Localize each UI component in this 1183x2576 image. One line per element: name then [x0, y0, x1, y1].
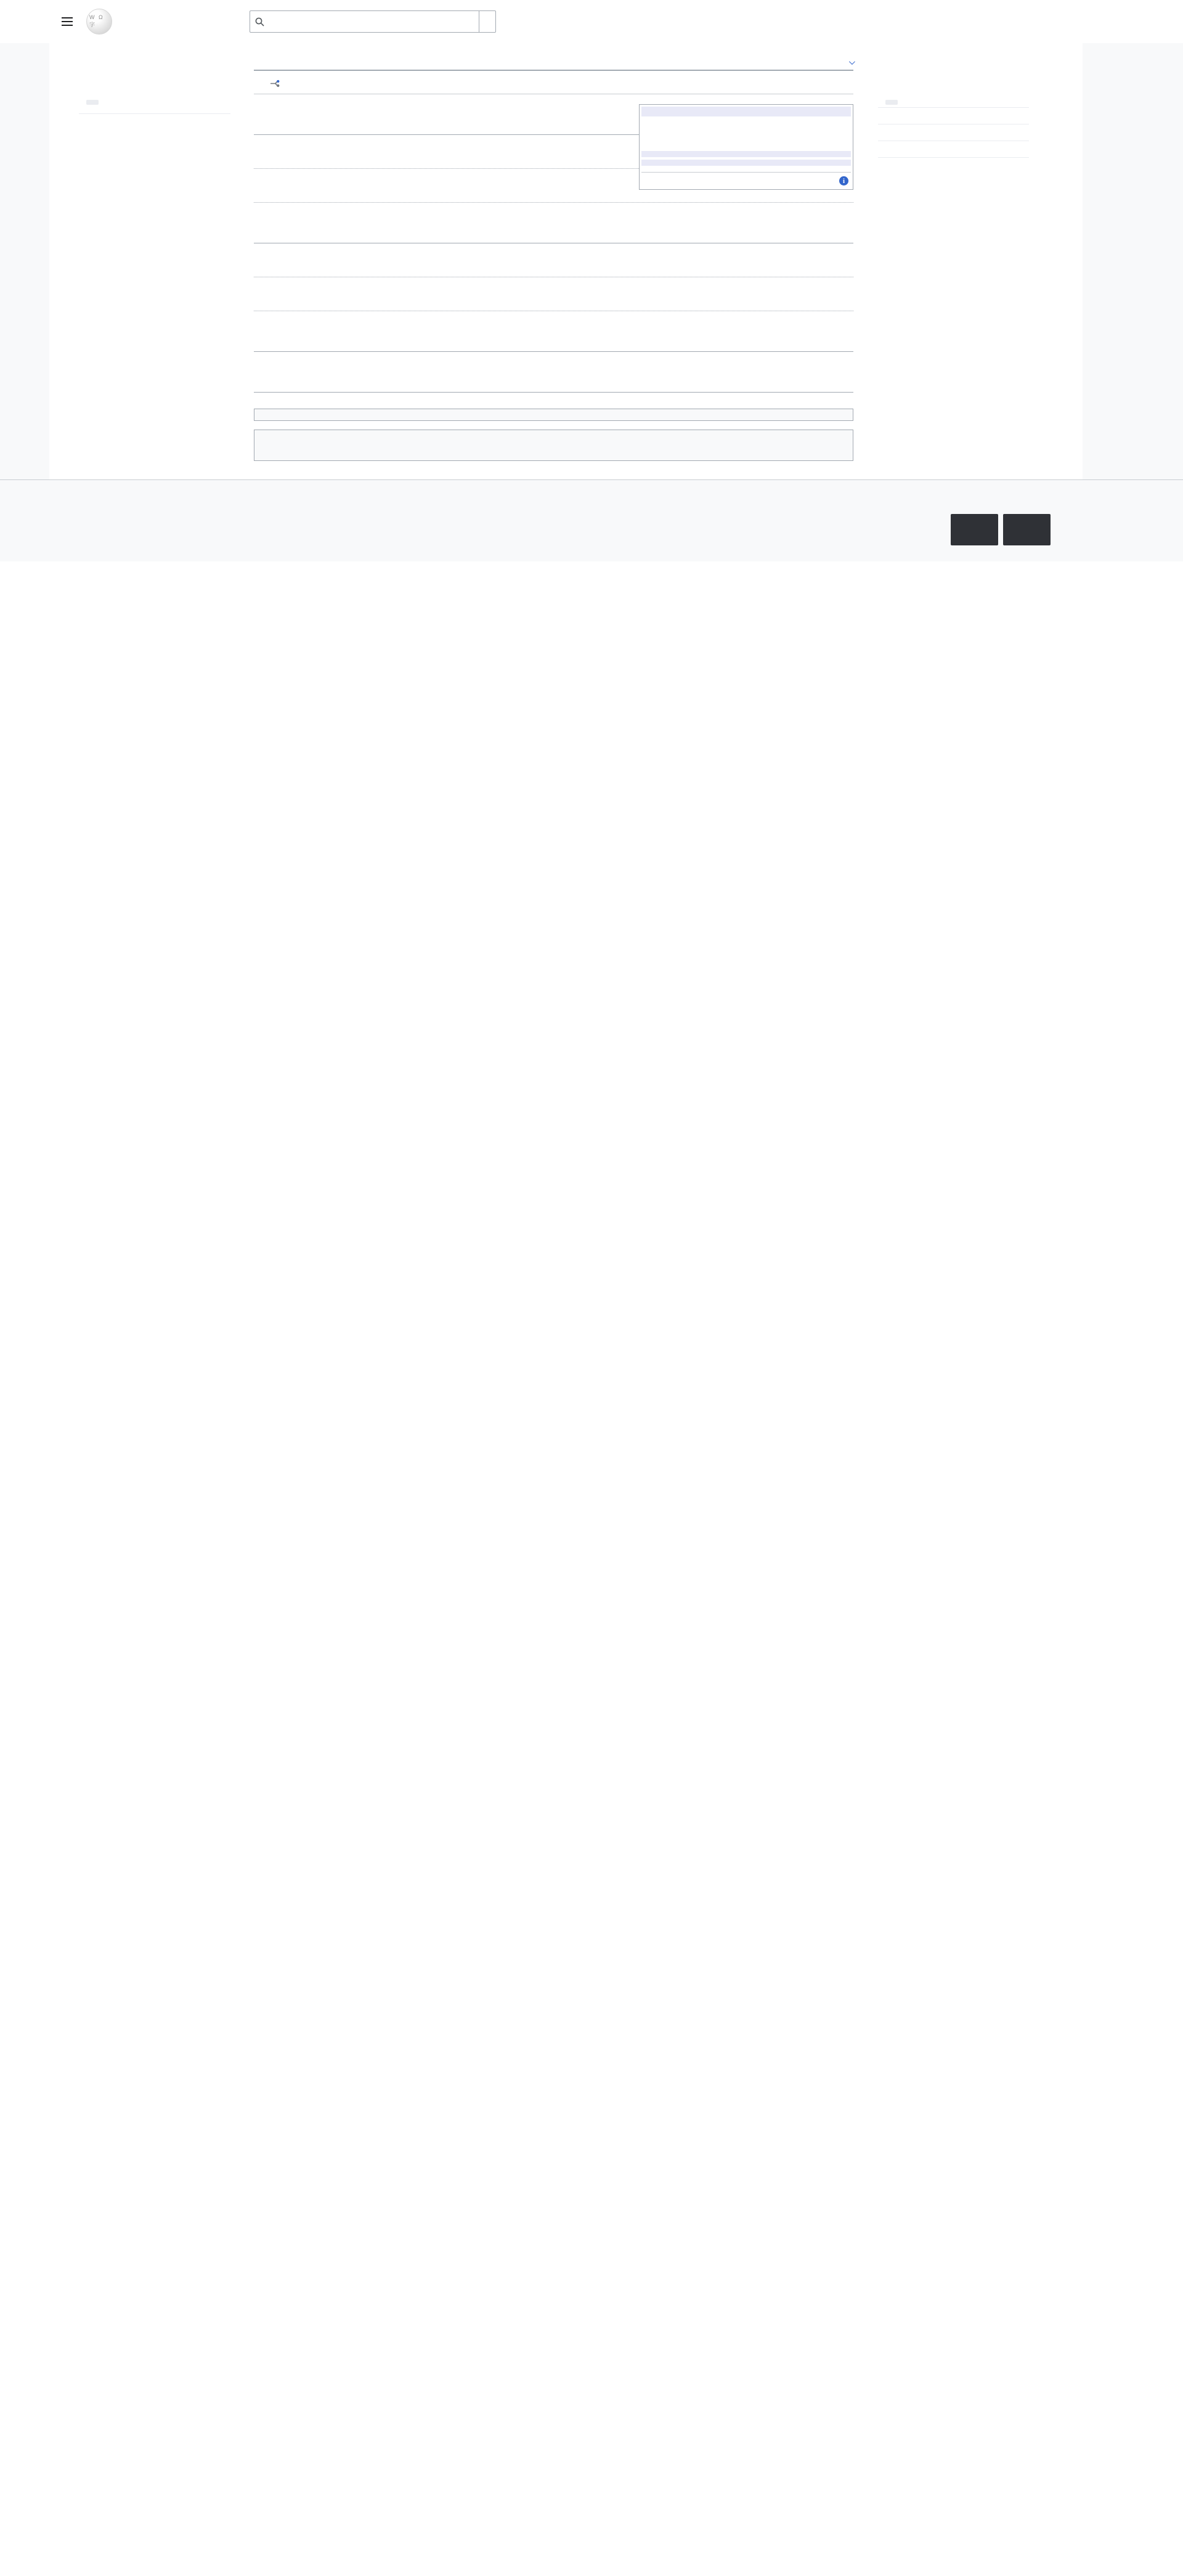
infobox: [639, 104, 853, 190]
search-input[interactable]: [269, 16, 474, 27]
width-group: [878, 136, 1029, 141]
info-icon[interactable]: i: [839, 176, 848, 185]
appearance-hide-button[interactable]: [885, 100, 898, 105]
heading-notes-references: [254, 332, 853, 352]
infobox-section-biographie: [641, 151, 851, 157]
text-size-group: [878, 119, 1029, 124]
search-button[interactable]: [479, 10, 496, 33]
toc-list: [79, 113, 230, 114]
categories-box: [254, 430, 853, 461]
hatnote: [270, 79, 853, 88]
infobox-title: [641, 107, 851, 116]
heading-theatre: [254, 295, 853, 311]
search-icon: [255, 17, 264, 26]
page-footer: [0, 479, 1183, 561]
appearance-panel: [860, 43, 1035, 160]
mediawiki-logo[interactable]: [1003, 514, 1051, 545]
heading-liens-externes: [254, 373, 853, 393]
portals-bar: [254, 409, 853, 421]
article-tabs: [254, 70, 853, 71]
heading-filmographie: [254, 224, 853, 243]
color-group: [878, 152, 1029, 158]
infobox-section-autres: [641, 160, 851, 166]
table-of-contents: [49, 43, 246, 114]
article: [246, 43, 860, 479]
hamburger-menu-icon[interactable]: [62, 17, 73, 26]
wikipedia-globe-icon: [86, 9, 112, 35]
add-languages-button[interactable]: [842, 60, 853, 68]
disambiguation-icon: [270, 79, 280, 88]
heading-television: [254, 261, 853, 277]
top-bar: [0, 0, 1183, 43]
toc-hide-button[interactable]: [86, 100, 99, 105]
wikipedia-logo[interactable]: [86, 9, 117, 35]
wikimedia-foundation-logo[interactable]: [951, 514, 998, 545]
chevron-down-icon: [849, 59, 855, 65]
infobox-image-placeholder: [641, 116, 851, 149]
search-bar: [250, 10, 496, 33]
